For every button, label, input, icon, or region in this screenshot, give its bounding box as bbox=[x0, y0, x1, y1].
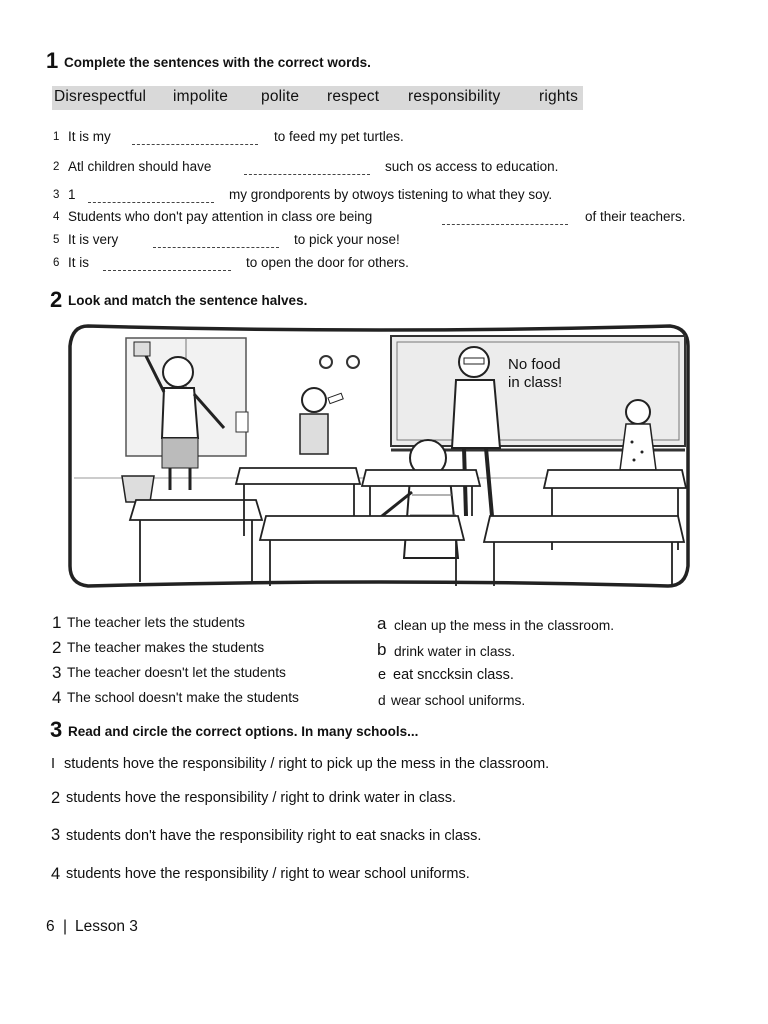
match-right-text: wear school uniforms. bbox=[391, 693, 526, 708]
sentence-number: 2 bbox=[53, 161, 60, 173]
match-left-number: 1 bbox=[52, 613, 62, 632]
circle-item-number: I bbox=[51, 756, 56, 772]
answer-blank[interactable] bbox=[132, 144, 258, 145]
match-right-text: clean up the mess in the classroom. bbox=[394, 618, 615, 633]
answer-blank[interactable] bbox=[153, 247, 279, 248]
footer-page-number: 6 bbox=[46, 918, 55, 935]
sentence-end: to pick your nose! bbox=[294, 232, 400, 247]
sentence-end: such os access to education. bbox=[385, 159, 559, 174]
exercise-3-instruction: Read and circle the correct options. In many schools... bbox=[68, 724, 419, 739]
sentence-number: 1 bbox=[53, 131, 60, 143]
match-right-letter: b bbox=[377, 640, 387, 659]
word-bank-item: responsibility bbox=[408, 88, 501, 105]
word-bank-item: respect bbox=[327, 88, 380, 105]
match-left-text: The school doesn't make the students bbox=[67, 690, 299, 705]
sentence-end: of their teachers. bbox=[585, 209, 686, 224]
circle-item-text: students don't have the responsibility right to eat snacks in class. bbox=[66, 828, 482, 844]
word-bank-item: Disrespectful bbox=[54, 88, 147, 105]
sentence-start: Atl children should have bbox=[68, 159, 212, 174]
sentence-end: to open the door for others. bbox=[246, 255, 409, 270]
answer-blank[interactable] bbox=[442, 224, 568, 225]
match-right-text: eat snccksin class. bbox=[393, 667, 514, 683]
sign-text-line-2: in class! bbox=[508, 374, 563, 391]
sentence-start: It is my bbox=[68, 129, 111, 144]
match-left-number: 3 bbox=[52, 663, 62, 682]
circle-item-number: 4 bbox=[51, 865, 61, 883]
sentence-start: 1 bbox=[68, 187, 76, 202]
circle-item-number: 3 bbox=[51, 826, 61, 844]
match-right-letter: d bbox=[378, 693, 386, 708]
sentence-number: 6 bbox=[53, 257, 60, 269]
match-left-text: The teacher makes the students bbox=[67, 640, 265, 655]
exercise-1-instruction: Complete the sentences with the correct words. bbox=[64, 55, 371, 70]
circle-item-number: 2 bbox=[51, 789, 61, 807]
answer-blank[interactable] bbox=[88, 202, 214, 203]
circle-item-text: students hove the responsibility / right to drink water in class. bbox=[66, 790, 457, 806]
sentence-number: 3 bbox=[53, 189, 60, 201]
word-bank-item: impolite bbox=[173, 88, 229, 105]
match-right-letter: a bbox=[377, 614, 387, 633]
sentence-start: It is very bbox=[68, 232, 119, 247]
circle-item-text: students hove the responsibility / right to pick up the mess in the classroom. bbox=[64, 756, 550, 772]
match-left-number: 2 bbox=[52, 638, 62, 657]
word-bank-item: polite bbox=[261, 88, 300, 105]
word-bank-item: rights bbox=[539, 88, 579, 105]
answer-blank[interactable] bbox=[103, 270, 231, 271]
circle-item-text: students hove the responsibility / right to wear school uniforms. bbox=[66, 866, 470, 882]
sentence-number: 5 bbox=[53, 234, 60, 246]
match-left-number: 4 bbox=[52, 688, 62, 707]
sentence-end: to feed my pet turtles. bbox=[274, 129, 404, 144]
classroom-illustration bbox=[66, 320, 692, 592]
footer-lesson: Lesson 3 bbox=[75, 918, 138, 935]
footer-separator: | bbox=[63, 918, 68, 935]
exercise-2-instruction: Look and match the sentence halves. bbox=[68, 293, 308, 308]
answer-blank[interactable] bbox=[244, 174, 370, 175]
exercise-2-number: 2 bbox=[50, 287, 63, 312]
exercise-3-number: 3 bbox=[50, 717, 63, 742]
exercise-1-number: 1 bbox=[46, 48, 59, 73]
match-left-text: The teacher lets the students bbox=[67, 615, 245, 630]
sentence-start: It is bbox=[68, 255, 90, 270]
match-right-text: drink water in class. bbox=[394, 644, 516, 659]
sentence-number: 4 bbox=[53, 211, 60, 223]
sentence-start: Students who don't pay attention in class ore being bbox=[68, 209, 373, 224]
sign-text-line-1: No food bbox=[508, 356, 561, 373]
match-left-text: The teacher doesn't let the students bbox=[67, 665, 286, 680]
sentence-end: my grondporents by otwoys tistening to what they soy. bbox=[229, 187, 553, 202]
match-right-letter: e bbox=[378, 667, 387, 683]
